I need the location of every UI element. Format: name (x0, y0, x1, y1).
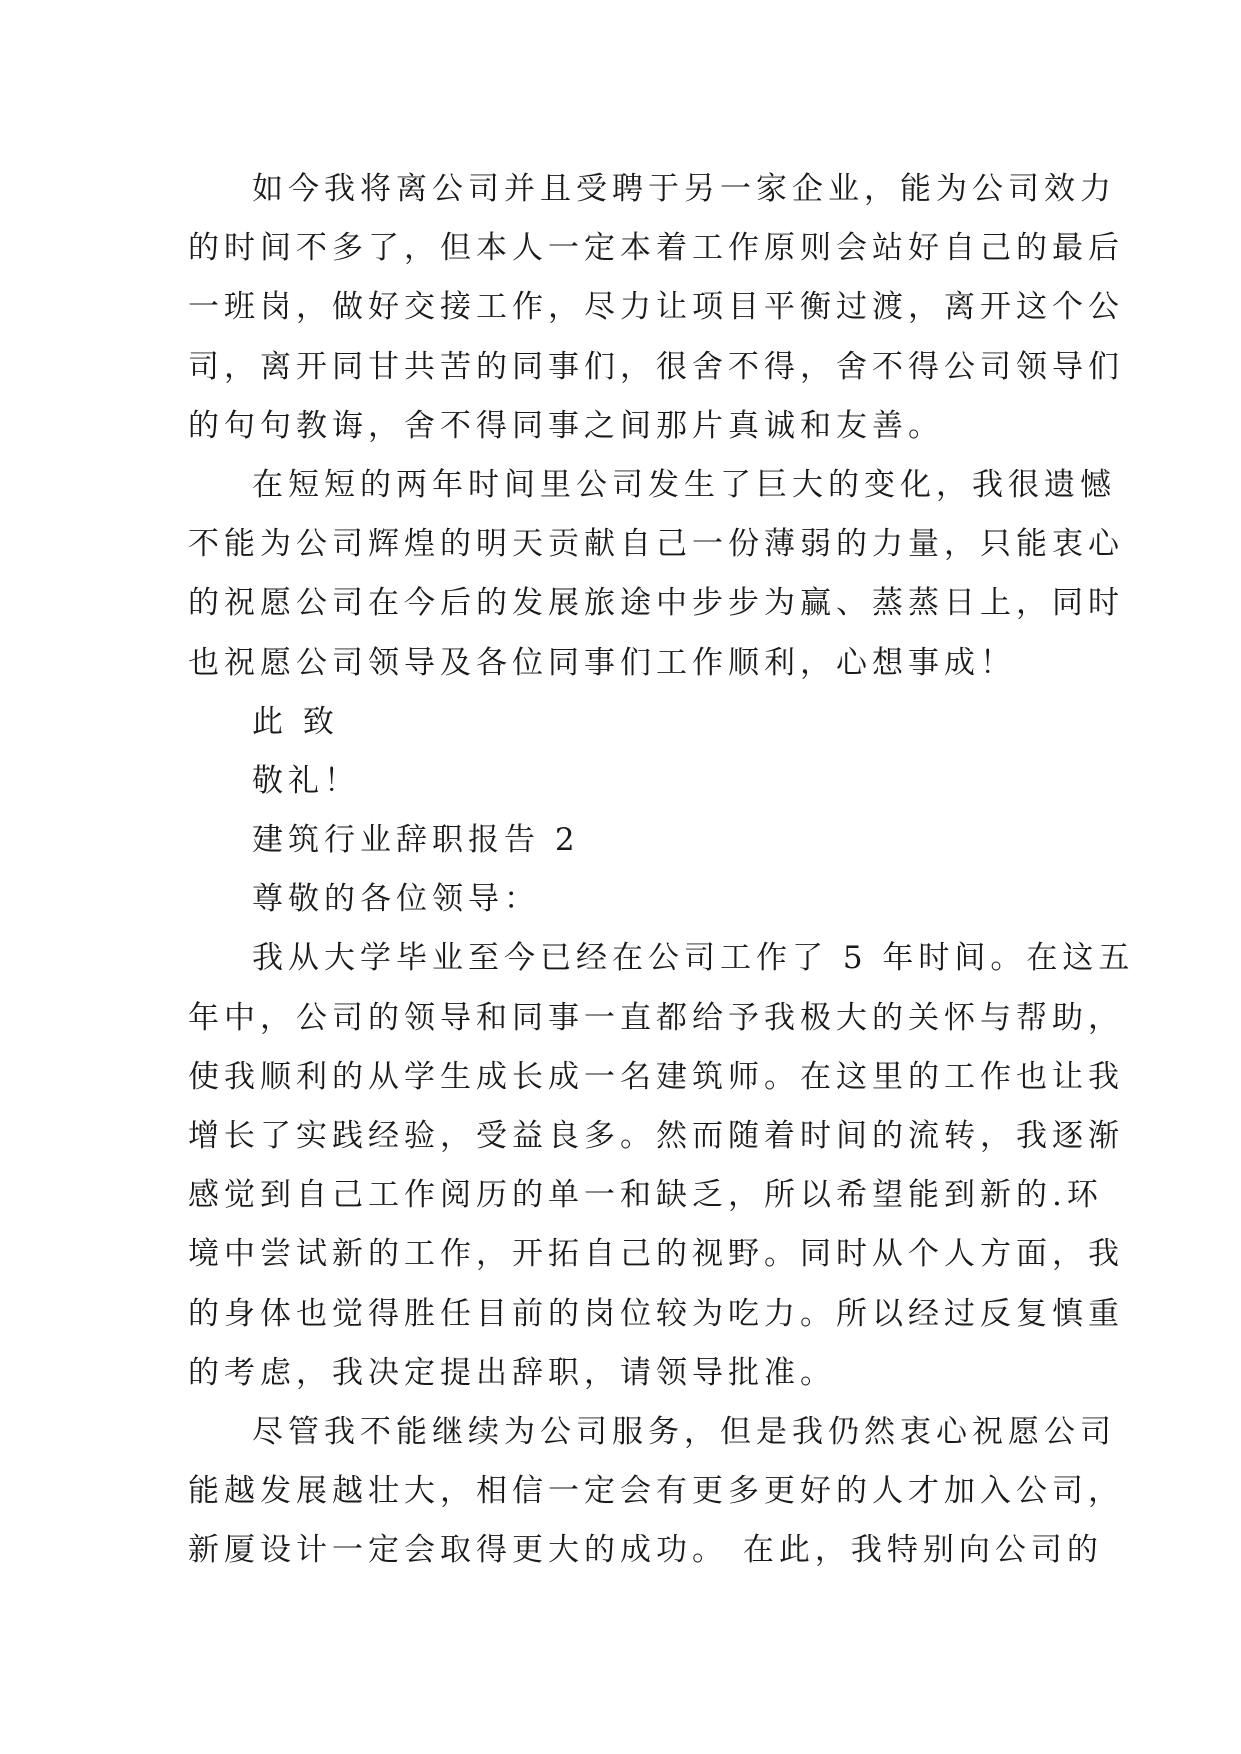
greeting-line: 尊敬的各位领导： (252, 881, 540, 918)
text-line: 能越发展越壮大，相信一定会有更多更好的人才加入公司， (188, 1473, 1124, 1510)
section-title: 建筑行业辞职报告 2 (252, 822, 580, 859)
document-body (188, 160, 1135, 1581)
text-line: 的考虑，我决定提出辞职，请领导批准。 (188, 1354, 836, 1391)
text-line: 的句句教诲，舍不得同事之间那片真诚和友善。 (188, 407, 944, 444)
text-line: 也祝愿公司领导及各位同事们工作顺利，心想事成！ (188, 644, 1016, 681)
text-line: 的身体也觉得胜任目前的岗位较为吃力。所以经过反复慎重 (188, 1295, 1124, 1332)
text-line: 司，离开同甘共苦的同事们，很舍不得，舍不得公司领导们 (188, 348, 1124, 385)
closing-line: 此 致 (252, 703, 339, 740)
text-line: 感觉到自己工作阅历的单一和缺乏，所以希望能到新的.环 (188, 1177, 1103, 1214)
text-line: 尽管我不能继续为公司服务，但是我仍然衷心祝愿公司 (252, 1413, 1116, 1450)
text-line: 新厦设计一定会取得更大的成功。 在此，我特别向公司的 (188, 1532, 1103, 1569)
text-line: 的时间不多了，但本人一定本着工作原则会站好自己的最后 (188, 230, 1124, 267)
text-line: 我从大学毕业至今已经在公司工作了 5 年时间。在这五 (252, 940, 1135, 977)
text-line: 增长了实践经验，受益良多。然而随着时间的流转，我逐渐 (188, 1118, 1124, 1154)
text-line: 不能为公司辉煌的明天贡献自己一份薄弱的力量，只能衷心 (188, 526, 1124, 563)
salutation-line: 敬礼！ (252, 762, 360, 799)
text-line: 使我顺利的从学生成长成一名建筑师。在这里的工作也让我 (188, 1058, 1124, 1095)
text-line: 境中尝试新的工作，开拓自己的视野。同时从个人方面，我 (188, 1236, 1124, 1273)
text-line: 年中，公司的领导和同事一直都给予我极大的关怀与帮助， (188, 999, 1124, 1036)
text-line: 的祝愿公司在今后的发展旅途中步步为赢、蒸蒸日上，同时 (188, 585, 1124, 622)
text-line: 一班岗，做好交接工作，尽力让项目平衡过渡，离开这个公 (188, 289, 1124, 326)
text-line: 如今我将离公司并且受聘于另一家企业，能为公司效力 (252, 171, 1116, 207)
text-line: 在短短的两年时间里公司发生了巨大的变化，我很遗憾 (252, 466, 1116, 503)
